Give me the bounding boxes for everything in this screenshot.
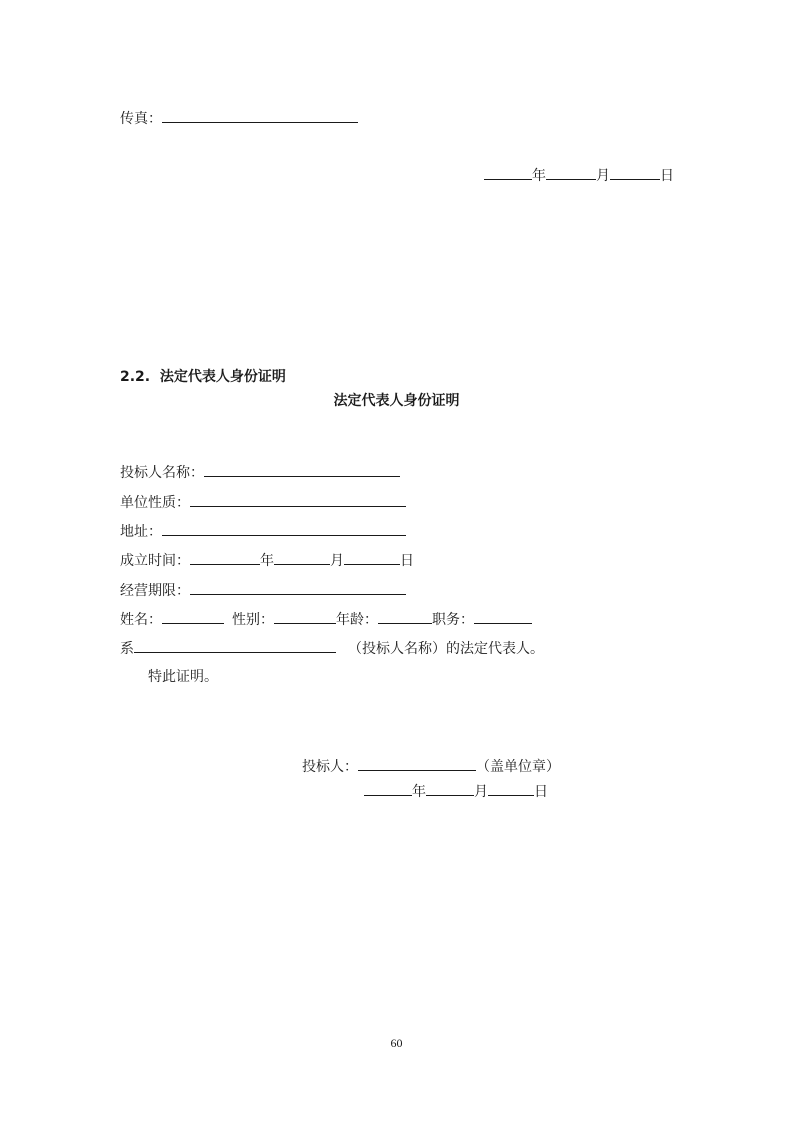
section-title: 法定代表人身份证明 <box>159 369 286 385</box>
signature-bidder-label: 投标人： <box>302 759 358 775</box>
fax-row <box>120 108 358 128</box>
top-date-row <box>484 165 674 185</box>
relation-blank[interactable] <box>134 638 336 653</box>
month-blank[interactable] <box>546 165 596 180</box>
relation-prefix: 系 <box>120 641 134 657</box>
unit-nature-row <box>120 492 406 512</box>
signature-day-blank[interactable] <box>488 781 534 796</box>
certify-text: 特此证明。 <box>148 669 218 685</box>
signature-month-label: 月 <box>474 784 488 800</box>
age-blank[interactable] <box>378 609 432 624</box>
signature-year-label: 年 <box>412 784 426 800</box>
year-blank[interactable] <box>484 165 532 180</box>
bidder-name-label: 投标人名称： <box>120 465 204 481</box>
signature-blank[interactable] <box>358 756 476 771</box>
position-label: 职务： <box>432 612 474 628</box>
age-label: 年龄： <box>336 612 378 628</box>
year-label: 年 <box>532 168 546 184</box>
established-year-blank[interactable] <box>190 550 260 565</box>
fax-label: 传真： <box>120 111 162 127</box>
business-term-blank[interactable] <box>190 580 406 595</box>
page-number: 60 <box>390 1036 403 1050</box>
gender-blank[interactable] <box>274 609 336 624</box>
document-title: 法定代表人身份证明 <box>333 393 460 409</box>
name-label: 姓名： <box>120 612 162 628</box>
signature-day-label: 日 <box>534 784 548 800</box>
business-term-label: 经营期限： <box>120 583 190 599</box>
established-row <box>120 550 414 570</box>
established-day-label: 日 <box>400 553 414 569</box>
signature-row <box>302 756 560 776</box>
relation-suffix: （投标人名称）的法定代表人。 <box>348 641 544 657</box>
bidder-name-row <box>120 462 400 482</box>
established-month-blank[interactable] <box>274 550 330 565</box>
name-blank[interactable] <box>162 609 224 624</box>
section-number: 2.2. <box>120 369 151 385</box>
address-row <box>120 521 406 541</box>
bidder-name-blank[interactable] <box>204 462 400 477</box>
section-heading <box>120 366 286 386</box>
relation-row <box>120 638 544 658</box>
unit-nature-blank[interactable] <box>190 492 406 507</box>
signature-date-row <box>364 781 548 801</box>
established-label: 成立时间： <box>120 553 190 569</box>
seal-note: （盖单位章） <box>476 759 560 775</box>
day-label: 日 <box>660 168 674 184</box>
person-info-row <box>120 609 532 629</box>
signature-month-blank[interactable] <box>426 781 474 796</box>
position-blank[interactable] <box>474 609 532 624</box>
business-term-row <box>120 580 406 600</box>
established-day-blank[interactable] <box>344 550 400 565</box>
signature-year-blank[interactable] <box>364 781 412 796</box>
day-blank[interactable] <box>610 165 660 180</box>
gender-label: 性别： <box>232 612 274 628</box>
fax-blank[interactable] <box>162 108 358 123</box>
address-blank[interactable] <box>162 521 406 536</box>
established-month-label: 月 <box>330 553 344 569</box>
month-label: 月 <box>596 168 610 184</box>
unit-nature-label: 单位性质： <box>120 495 190 511</box>
address-label: 地址： <box>120 524 162 540</box>
established-year-label: 年 <box>260 553 274 569</box>
